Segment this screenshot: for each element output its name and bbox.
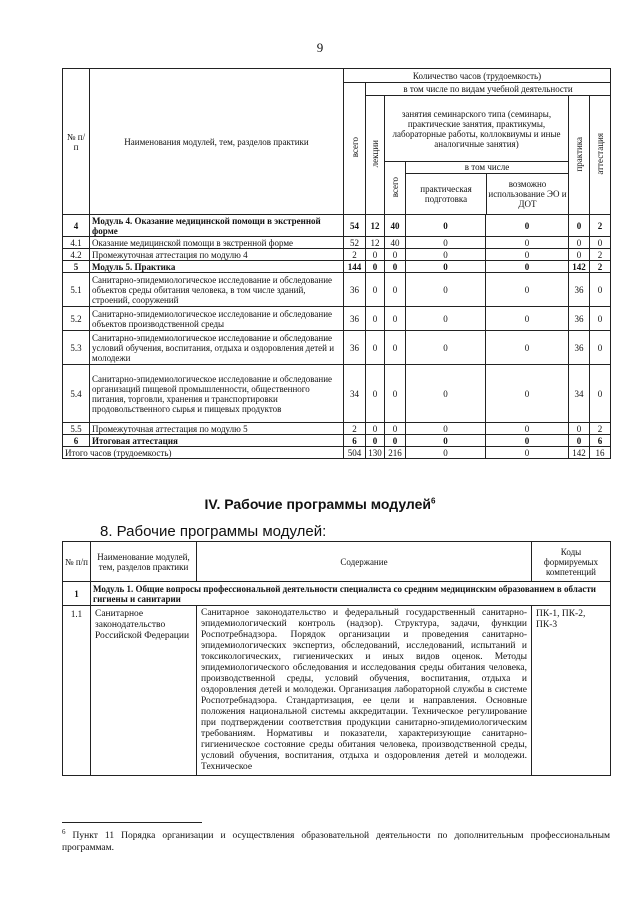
hours-cell: 2: [590, 261, 611, 273]
hours-cell: 12: [366, 215, 385, 237]
hours-row: [63, 215, 611, 237]
hours-cell: 0: [406, 273, 486, 307]
hours-row-num: 5.5: [63, 423, 90, 435]
hours-cell: 0: [406, 423, 486, 435]
hours-cell: 36: [344, 307, 366, 331]
hours-total-cell: 0: [406, 447, 486, 459]
hours-cell: 6: [590, 435, 611, 447]
hours-total-cell: 142: [569, 447, 590, 459]
hours-row-num: 5.1: [63, 273, 90, 307]
col-header-hours: Количество часов (трудоемкость): [344, 69, 611, 83]
subsection-title: 8. Рабочие программы модулей:: [100, 523, 327, 540]
hours-row: [63, 331, 611, 365]
col-header-seminars: занятия семинарского типа (семинары, практические занятия, практикумы, лабораторные работы, коллоквиумы и иные аналогичные занятия): [385, 96, 569, 162]
hours-cell: 0: [366, 307, 385, 331]
hours-cell: 36: [344, 331, 366, 365]
hours-total-cell: 216: [385, 447, 406, 459]
hours-cell: 2: [590, 423, 611, 435]
hours-cell: 0: [590, 331, 611, 365]
hours-row-name: Оказание медицинской помощи в экстренной форме: [90, 237, 344, 249]
footnote-mark: 6: [62, 828, 66, 836]
col-header-attestation: аттестация: [590, 96, 611, 215]
hours-cell: 0: [486, 215, 569, 237]
hours-total-cell: 16: [590, 447, 611, 459]
hours-cell: 12: [366, 237, 385, 249]
hours-cell: 0: [486, 237, 569, 249]
hours-row: [63, 365, 611, 423]
hours-row: [63, 261, 611, 273]
hours-table: [62, 68, 611, 459]
hours-cell: 0: [590, 273, 611, 307]
hours-cell: 0: [385, 435, 406, 447]
hours-cell: 0: [590, 307, 611, 331]
hours-row-num: 6: [63, 435, 90, 447]
hours-cell: 0: [486, 261, 569, 273]
hours-total-label: Итого часов (трудоемкость): [63, 447, 344, 459]
module-row-title: Модуль 1. Общие вопросы профессиональной деятельности специалиста со средним медицинским образованием в области гигиены и санитарии: [91, 582, 611, 606]
hours-cell: 0: [486, 423, 569, 435]
hours-cell: 2: [590, 215, 611, 237]
program-table: [62, 541, 611, 776]
hours-cell: 0: [385, 331, 406, 365]
hours-cell: 0: [366, 365, 385, 423]
hours-cell: 0: [486, 249, 569, 261]
hours-row-num: 5: [63, 261, 90, 273]
col-header-sem-total: всего: [385, 162, 406, 215]
hours-cell: 0: [406, 307, 486, 331]
hours-cell: 54: [344, 215, 366, 237]
hours-cell: 0: [569, 435, 590, 447]
hours-table-body: [63, 215, 611, 459]
hours-cell: 0: [406, 365, 486, 423]
hours-cell: 0: [486, 273, 569, 307]
program-header-name: Наименование модулей, тем, разделов практики: [91, 542, 197, 582]
footnote-divider: [62, 822, 202, 823]
hours-cell: 0: [486, 365, 569, 423]
hours-cell: 0: [486, 435, 569, 447]
hours-cell: 34: [344, 365, 366, 423]
hours-cell: 0: [385, 423, 406, 435]
hours-cell: 0: [366, 331, 385, 365]
col-header-by-type: в том числе по видам учебной деятельности: [366, 83, 611, 96]
col-header-eo-dot: возможно использование ЭО и ДОТ: [488, 179, 567, 209]
col-header-prac-prep: практическая подготовка: [406, 174, 487, 214]
hours-cell: 0: [486, 307, 569, 331]
hours-cell: 52: [344, 237, 366, 249]
footnote: [62, 826, 610, 854]
hours-cell: 6: [344, 435, 366, 447]
hours-row-name: Промежуточная аттестация по модулю 5: [90, 423, 344, 435]
hours-row: [63, 423, 611, 435]
hours-cell: 0: [366, 423, 385, 435]
hours-cell: 0: [385, 261, 406, 273]
hours-cell: 2: [344, 423, 366, 435]
hours-row-num: 5.3: [63, 331, 90, 365]
hours-cell: 0: [486, 331, 569, 365]
hours-cell: 0: [406, 215, 486, 237]
hours-cell: 0: [385, 273, 406, 307]
topic-row-num: 1.1: [63, 606, 91, 776]
hours-cell: 0: [406, 249, 486, 261]
hours-cell: 144: [344, 261, 366, 273]
hours-total-cell: 504: [344, 447, 366, 459]
page-number: 9: [316, 40, 324, 55]
topic-row-content: Санитарное законодательство и федеральный государственный санитарно-эпидемиологический контроль (надзор). Структура, задачи, функции Роспотребнадзора. Порядок организации и проведения санитарно-эпидемиологических экспертиз, обследований, исследований, испытаний и токсикологических, гигиенических и иных видов оценок. Методы эпидемиологического обследования и исследования среды обитания человека, производственной среды, условий обучения, воспитания, отдыха и оздоровления детей и молодежи. Организация лабораторной службы в системе Роспотребнадзора. Стандартизация, ее цели и направления. Основные положения национальной системы аккредитации. Техническое регулирование при подтверждении соответствия продукции санитарно-эпидемиологическим требованиям. Нормативы и показатели, характеризующие санитарно-гигиеническое состояние среды обитания человека, производственной среды, условий обучения, воспитания, отдыха и оздоровления детей и молодежи. Техническое: [197, 606, 532, 776]
hours-row: [63, 307, 611, 331]
hours-cell: 34: [569, 365, 590, 423]
program-header-content: Содержание: [197, 542, 532, 582]
program-header-num: № п/п: [63, 542, 91, 582]
hours-cell: 0: [569, 237, 590, 249]
hours-total-cell: 130: [366, 447, 385, 459]
footnote-text: Пункт 11 Порядка организации и осуществления образовательной деятельности по дополнительным профессиональным программам.: [62, 831, 610, 854]
hours-cell: 36: [569, 331, 590, 365]
hours-row: [63, 435, 611, 447]
topic-row-codes: ПК-1, ПК-2, ПК-3: [532, 606, 611, 776]
col-header-total: всего: [344, 83, 366, 215]
hours-cell: 0: [569, 423, 590, 435]
hours-cell: 40: [385, 215, 406, 237]
hours-cell: 0: [366, 435, 385, 447]
hours-row-name: Санитарно-эпидемиологическое исследование и обследование объектов среды обитания человека, в том числе зданий, строений, сооружений: [90, 273, 344, 307]
hours-cell: 0: [406, 435, 486, 447]
topic-row-name: Санитарное законодательство Российской Федерации: [91, 606, 197, 776]
hours-row: [63, 273, 611, 307]
col-header-incl: в том числе: [406, 162, 568, 174]
col-header-name: Наименования модулей, тем, разделов практики: [90, 69, 344, 215]
hours-row-num: 5.2: [63, 307, 90, 331]
hours-cell: 0: [385, 249, 406, 261]
hours-row: [63, 237, 611, 249]
hours-cell: 0: [366, 273, 385, 307]
hours-cell: 0: [406, 331, 486, 365]
hours-cell: 36: [569, 307, 590, 331]
hours-row-num: 4.1: [63, 237, 90, 249]
hours-row-name: Итоговая аттестация: [90, 435, 344, 447]
hours-row-num: 4.2: [63, 249, 90, 261]
hours-cell: 0: [406, 261, 486, 273]
hours-total-row: [63, 447, 611, 459]
hours-row-num: 5.4: [63, 365, 90, 423]
hours-cell: 0: [590, 237, 611, 249]
hours-cell: 0: [366, 261, 385, 273]
col-header-incl-group: [406, 162, 569, 215]
hours-cell: 2: [344, 249, 366, 261]
hours-row-name: Промежуточная аттестация по модулю 4: [90, 249, 344, 261]
hours-row-num: 4: [63, 215, 90, 237]
hours-cell: 0: [569, 215, 590, 237]
section-title: IV. Рабочие программы модулей$^6$: [204, 496, 436, 512]
hours-cell: 0: [366, 249, 385, 261]
hours-cell: 0: [406, 237, 486, 249]
col-header-practice: практика: [569, 96, 590, 215]
hours-cell: 0: [590, 365, 611, 423]
hours-row-name: Санитарно-эпидемиологическое исследование и обследование условий обучения, воспитания, отдыха и оздоровления детей и молодежи: [90, 331, 344, 365]
hours-cell: 40: [385, 237, 406, 249]
hours-cell: 0: [385, 365, 406, 423]
hours-total-cell: 0: [486, 447, 569, 459]
hours-row-name: Санитарно-эпидемиологическое исследование и обследование организаций пищевой промышленности, общественного питания, торговли, хранения и транспортировки продовольственного сырья и пищевых продуктов: [90, 365, 344, 423]
program-header-codes: Коды формируемых компетенций: [532, 542, 611, 582]
module-row-num: 1: [63, 582, 91, 606]
hours-cell: 0: [569, 249, 590, 261]
col-header-lectures: лекции: [366, 96, 385, 215]
hours-cell: 2: [590, 249, 611, 261]
hours-row: [63, 249, 611, 261]
hours-cell: 36: [344, 273, 366, 307]
hours-row-name: Модуль 5. Практика: [90, 261, 344, 273]
hours-cell: 0: [385, 307, 406, 331]
hours-cell: 142: [569, 261, 590, 273]
hours-row-name: Санитарно-эпидемиологическое исследование и обследование объектов производственной среды: [90, 307, 344, 331]
hours-row-name: Модуль 4. Оказание медицинской помощи в экстренной форме: [90, 215, 344, 237]
hours-cell: 36: [569, 273, 590, 307]
section-footnote-ref: 6: [431, 496, 436, 506]
col-header-num: № п/п: [63, 69, 90, 215]
